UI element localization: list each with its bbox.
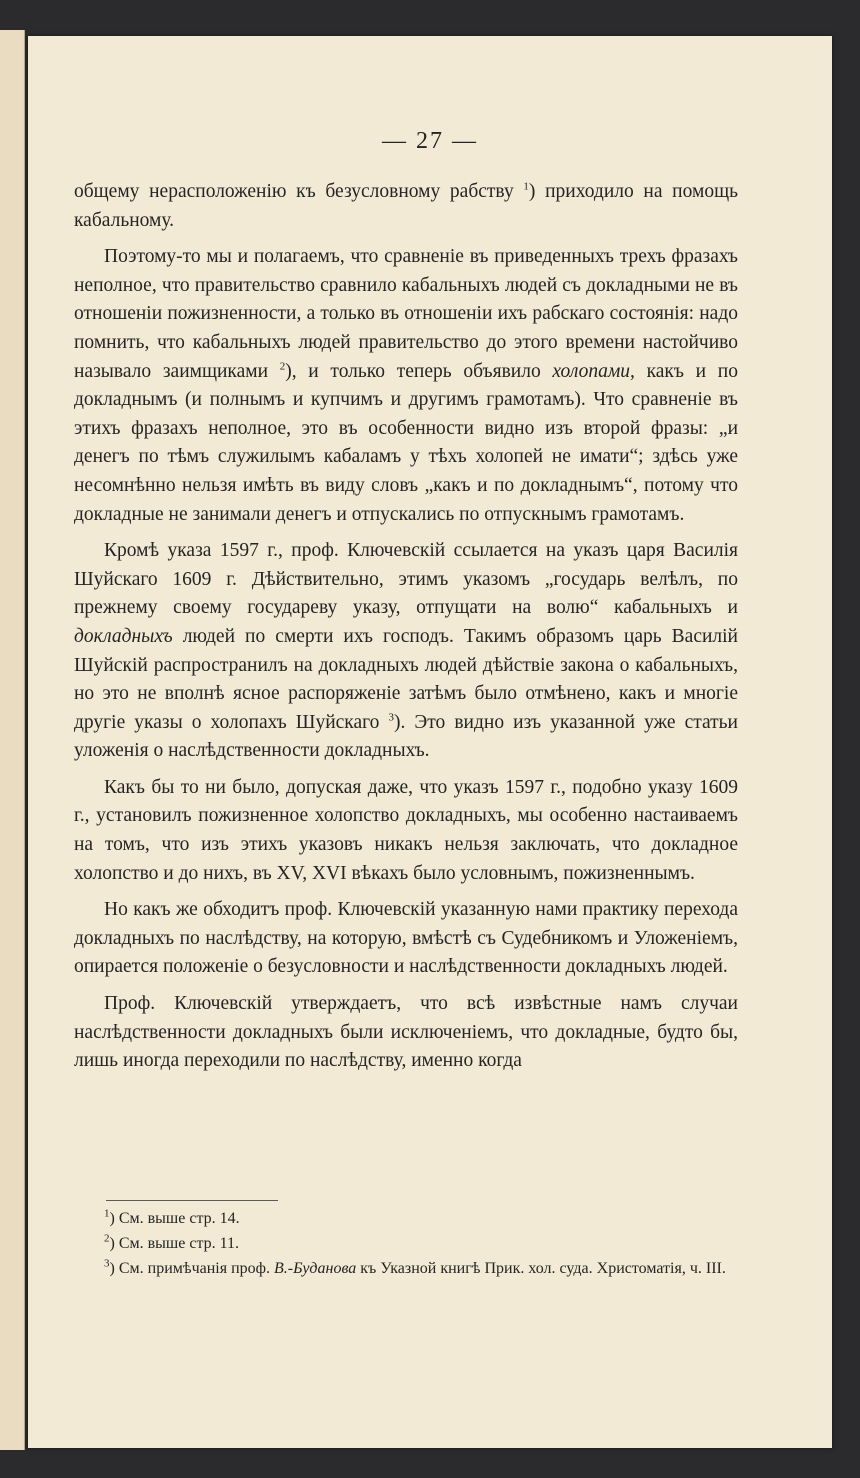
footnote-1 xyxy=(74,1206,738,1231)
text-run: Кромѣ указа 1597 г., проф. Ключевскій ссылается на указъ царя Василія Шуйскаго 1609 г. Дѣйствительно, этимъ указомъ „государь велѣлъ, по прежнему своему государеву указу, отпущати на волю“ кабальныхъ и xyxy=(74,540,738,619)
text-run: ), и только теперь объявило xyxy=(285,360,553,382)
italic-text: холопами, xyxy=(552,360,635,382)
paragraph-5 xyxy=(74,896,738,982)
footnote-3 xyxy=(74,1256,738,1281)
footnote-marker: 3 xyxy=(104,1257,110,1270)
italic-text: В.-Буданова xyxy=(274,1260,357,1277)
paragraph-4 xyxy=(74,774,738,888)
footnote-marker: 1 xyxy=(523,180,529,193)
text-run: ) приходило на помощь кабальному. xyxy=(74,181,738,231)
footnote-marker: 2 xyxy=(104,1232,110,1245)
footnote-marker: 2 xyxy=(279,360,286,373)
page-body xyxy=(74,178,738,1084)
paragraph-2 xyxy=(74,243,738,529)
text-run: Проф. Ключевскій утверждаетъ, что всѣ извѣстные намъ случаи наслѣдственности докладныхъ были исключеніемъ, что докладные, будто бы, лишь иногда переходили по наслѣдству, именно когда xyxy=(74,993,738,1072)
text-run: ). Это видно изъ указанной уже статьи уложенія о наслѣдственности докладныхъ. xyxy=(74,711,738,762)
text-run: ) См. выше стр. 14. xyxy=(109,1210,240,1227)
paragraph-1 xyxy=(74,178,738,235)
text-run: Но какъ же обходитъ проф. Ключевскій указанную нами практику перехода докладныхъ по наслѣдству, на которую, вмѣстѣ съ Судебникомъ и Уложеніемъ, опирается положеніе о безусловности и наслѣдственности докладныхъ людей. xyxy=(74,899,738,978)
footnote-2 xyxy=(74,1231,738,1256)
text-run: людей по смерти ихъ господъ. Такимъ образомъ царь Василій Шуйскій распространилъ на докладныхъ людей дѣйствіе закона о кабальныхъ, но это не вполнѣ ясное распоряженіе затѣмъ было отмѣнено, какъ и многіе другіе указы о холопахъ Шуйскаго xyxy=(74,625,738,733)
text-run: Поэтому-то мы и полагаемъ, что сравненіе въ приведенныхъ трехъ фразахъ неполное, что правительство сравнило кабальныхъ людей съ докладными не въ отношеніи пожизненности, а только въ отношеніи ихъ рабскаго состоянія: надо помнить, что кабальныхъ людей правительство до этого времени настойчиво называло заимщиками xyxy=(74,246,738,382)
text-run: какъ и по докладнымъ (и полнымъ и купчимъ и другимъ грамотамъ). Что сравненіе въ этихъ фразахъ неполное, это въ особенности видно изъ второй фразы: „и денегъ по тѣмъ служилымъ кабаламъ у тѣхъ холопей не имати“; здѣсь уже несомнѣнно нельзя имѣть въ виду словъ „какъ и по докладнымъ“, потому что докладные не занимали денегъ и отпускались по отпускнымъ грамотамъ. xyxy=(74,360,738,525)
book-page xyxy=(28,36,832,1448)
footnote-marker: 1 xyxy=(104,1207,110,1220)
paragraph-6 xyxy=(74,990,738,1076)
footnote-divider xyxy=(106,1200,278,1201)
italic-text: докладныхъ xyxy=(74,625,173,647)
text-run: ) См. примѣчанія проф. xyxy=(109,1260,275,1277)
text-run: Какъ бы то ни было, допуская даже, что указъ 1597 г., подобно указу 1609 г., установилъ пожизненное холопство докладныхъ, мы особенно настаиваемъ на томъ, что изъ этихъ указовъ никакъ нельзя заключать, что докладное холопство и до нихъ, въ XV, XVI вѣкахъ было условнымъ, пожизненнымъ. xyxy=(74,776,738,884)
text-run: общему нерасположенію къ безусловному рабству xyxy=(74,181,524,202)
text-run: къ Указной книгѣ Прик. хол. суда. Христоматія, ч. III. xyxy=(356,1260,726,1277)
paragraph-3 xyxy=(74,537,738,766)
page-number: — 27 — xyxy=(382,128,478,154)
footnote-marker: 3 xyxy=(388,711,394,724)
footnotes xyxy=(74,1206,738,1281)
text-run: ) См. выше стр. 11. xyxy=(109,1235,240,1252)
previous-page-edge xyxy=(0,30,25,1450)
